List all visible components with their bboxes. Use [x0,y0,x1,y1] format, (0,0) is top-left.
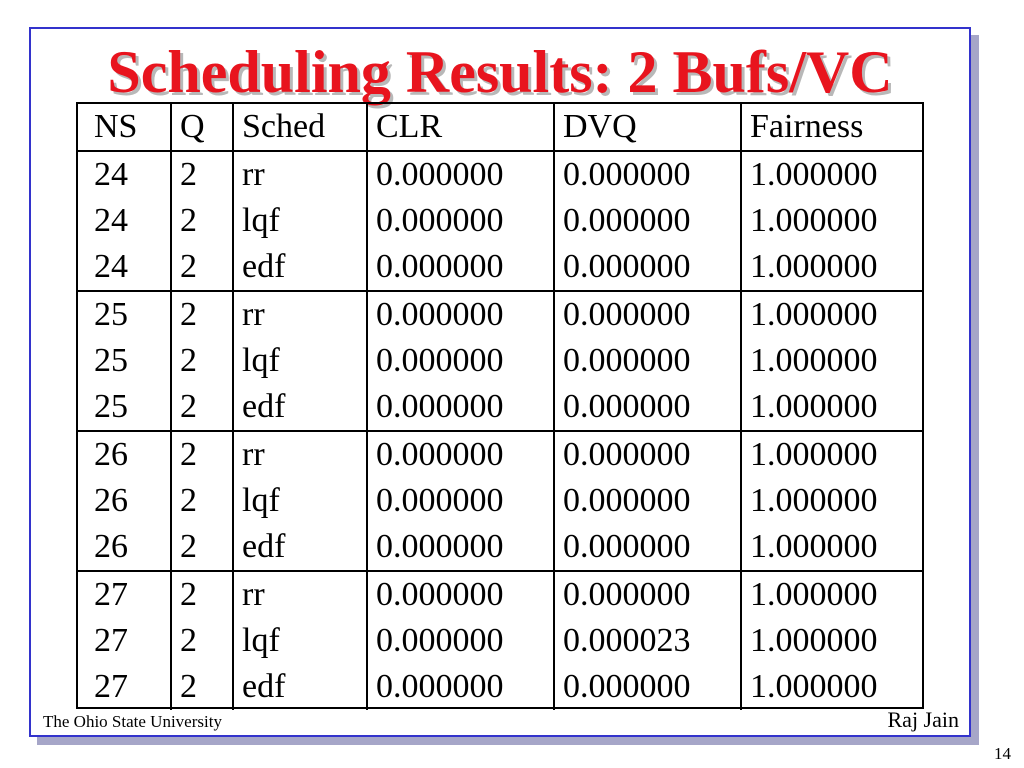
table-row [78,198,922,244]
slide-frame [29,27,971,737]
header-sched: Sched [233,104,367,151]
cell-dvq: 0.000000 [554,431,741,478]
footer-author: Raj Jain [887,707,959,732]
cell-sched: rr [233,571,367,618]
header-ns: NS [94,108,138,145]
cell-fairness: 1.000000 [741,618,922,664]
cell-sched: edf [233,384,367,431]
cell-q: 2 [171,384,233,431]
cell-sched: edf [233,244,367,291]
cell-sched: lqf [233,198,367,244]
cell-fairness: 1.000000 [741,198,922,244]
cell-dvq: 0.000000 [554,244,741,291]
cell-clr: 0.000000 [367,618,554,664]
cell-q: 2 [171,338,233,384]
cell-clr: 0.000000 [367,478,554,524]
cell-ns: 25 [94,296,128,333]
cell-q: 2 [171,431,233,478]
cell-clr: 0.000000 [367,198,554,244]
results-table [78,104,922,710]
cell-clr: 0.000000 [367,524,554,571]
cell-q: 2 [171,198,233,244]
cell-dvq: 0.000023 [554,618,741,664]
cell-sched: edf [233,664,367,710]
table-row [78,338,922,384]
header-q: Q [171,104,233,151]
cell-clr: 0.000000 [367,571,554,618]
cell-q: 2 [171,244,233,291]
cell-dvq: 0.000000 [554,291,741,338]
cell-clr: 0.000000 [367,384,554,431]
cell-q: 2 [171,571,233,618]
cell-ns: 26 [94,528,128,565]
table-row [78,431,922,478]
cell-dvq: 0.000000 [554,151,741,198]
table-body [78,151,922,710]
cell-fairness: 1.000000 [741,244,922,291]
table-row [78,571,922,618]
cell-sched: rr [233,291,367,338]
table-row [78,384,922,431]
cell-dvq: 0.000000 [554,524,741,571]
cell-fairness: 1.000000 [741,431,922,478]
cell-fairness: 1.000000 [741,478,922,524]
cell-ns: 24 [94,202,128,239]
cell-fairness: 1.000000 [741,151,922,198]
cell-fairness: 1.000000 [741,664,922,710]
cell-dvq: 0.000000 [554,571,741,618]
cell-ns: 27 [94,576,128,613]
cell-clr: 0.000000 [367,244,554,291]
cell-clr: 0.000000 [367,151,554,198]
cell-dvq: 0.000000 [554,664,741,710]
table-row [78,151,922,198]
cell-q: 2 [171,664,233,710]
cell-fairness: 1.000000 [741,384,922,431]
cell-ns: 25 [94,342,128,379]
table-row [78,664,922,710]
cell-dvq: 0.000000 [554,198,741,244]
cell-fairness: 1.000000 [741,291,922,338]
cell-ns: 24 [94,156,128,193]
cell-q: 2 [171,618,233,664]
cell-sched: edf [233,524,367,571]
cell-ns: 26 [94,436,128,473]
cell-ns: 26 [94,482,128,519]
cell-q: 2 [171,524,233,571]
cell-clr: 0.000000 [367,664,554,710]
cell-sched: rr [233,151,367,198]
cell-dvq: 0.000000 [554,478,741,524]
cell-clr: 0.000000 [367,431,554,478]
cell-fairness: 1.000000 [741,571,922,618]
header-clr: CLR [367,104,554,151]
results-table-container [76,102,924,709]
cell-fairness: 1.000000 [741,338,922,384]
cell-q: 2 [171,151,233,198]
cell-ns: 27 [94,622,128,659]
page-number: 14 [994,744,1011,763]
cell-sched: lqf [233,618,367,664]
cell-sched: lqf [233,478,367,524]
table-row [78,478,922,524]
cell-ns: 24 [94,248,128,285]
cell-dvq: 0.000000 [554,338,741,384]
cell-clr: 0.000000 [367,291,554,338]
cell-sched: lqf [233,338,367,384]
table-header-row [78,104,922,151]
cell-q: 2 [171,291,233,338]
header-dvq: DVQ [554,104,741,151]
slide-title: Scheduling Results: 2 Bufs/VC [107,39,893,105]
header-fairness: Fairness [741,104,922,151]
cell-clr: 0.000000 [367,338,554,384]
table-row [78,618,922,664]
table-row [78,291,922,338]
cell-ns: 27 [94,668,128,705]
table-row [78,244,922,291]
footer-university: The Ohio State University [43,712,222,731]
cell-q: 2 [171,478,233,524]
table-row [78,524,922,571]
cell-sched: rr [233,431,367,478]
cell-fairness: 1.000000 [741,524,922,571]
cell-dvq: 0.000000 [554,384,741,431]
cell-ns: 25 [94,388,128,425]
